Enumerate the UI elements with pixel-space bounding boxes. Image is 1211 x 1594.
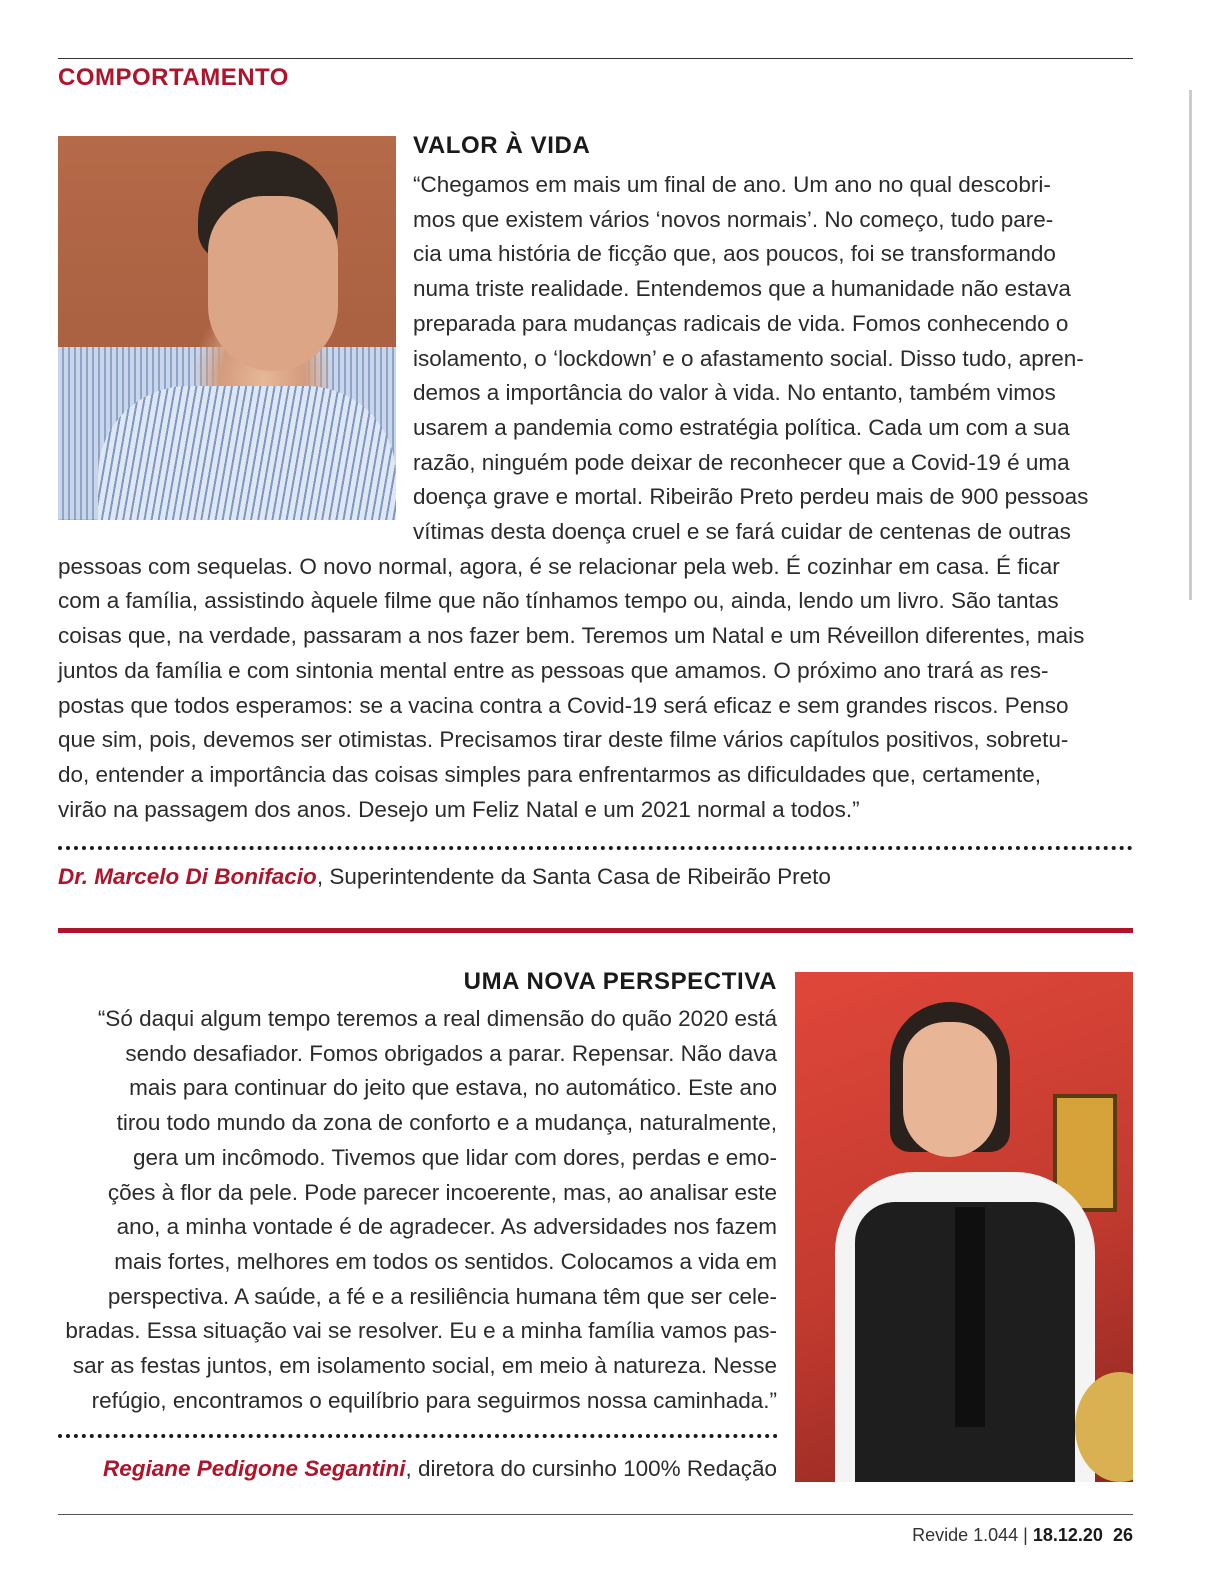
body-line: perspectiva. A saúde, a fé e a resiliência humana têm que ser cele- — [107, 1283, 777, 1309]
body-line: ano, a minha vontade é de agradecer. As adversidades nos fazem — [116, 1214, 777, 1240]
body-line: refúgio, encontramos o equilíbrio para seguirmos nossa caminhada.” — [91, 1387, 777, 1413]
section-tag: COMPORTAMENTO — [58, 64, 289, 91]
body-line: tirou todo mundo da zona de conforto e a mudança, naturalmente, — [116, 1110, 777, 1136]
body-line: ções à flor da pele. Pode parecer incoerente, mas, ao analisar este — [107, 1179, 777, 1205]
body-line: “Só daqui algum tempo teremos a real dimensão do quão 2020 está — [97, 1006, 777, 1031]
article1-title: VALOR À VIDA — [413, 132, 591, 159]
article2-credit — [103, 1456, 777, 1482]
red-section-divider — [58, 928, 1133, 933]
body-line: que sim, pois, devemos ser otimistas. Precisamos tirar deste filme vários capítulos positivos, sobretu- — [58, 727, 1069, 753]
body-line: gera um incômodo. Tivemos que lidar com dores, perdas e emo- — [132, 1144, 777, 1170]
body-line: mos que existem vários ‘novos normais’. No começo, tudo pare- — [413, 206, 1054, 232]
body-line: coisas que, na verdade, passaram a nos fazer bem. Teremos um Natal e um Réveillon diferentes, mais — [58, 623, 1085, 649]
body-line: sar as festas juntos, em isolamento social, em meio à natureza. Nesse — [72, 1353, 777, 1378]
body-line: pessoas com sequelas. O novo normal, agora, é se relacionar pela web. É cozinhar em casa. É ficar — [58, 553, 1060, 579]
body-line: com a família, assistindo àquele filme que não tínhamos tempo ou, ainda, lendo um livro. São tantas — [58, 588, 1059, 614]
shirt-shape — [98, 386, 396, 520]
body-line: postas que todos esperamos: se a vacina contra a Covid-19 será eficaz e sem grandes riscos. Penso — [58, 692, 1069, 718]
body-line: isolamento, o ‘lockdown’ e o afastamento social. Disso tudo, apren- — [413, 345, 1084, 371]
body-line: do, entender a importância das coisas simples para enfrentarmos as dificuldades que, certamente, — [58, 761, 1042, 787]
article1-author: Dr. Marcelo Di Bonifacio — [58, 864, 317, 889]
body-line: sendo desafiador. Fomos obrigados a parar. Repensar. Não dava — [125, 1040, 777, 1066]
body-line: virão na passagem dos anos. Desejo um Feliz Natal e um 2021 normal a todos.” — [58, 796, 860, 822]
body-line: razão, ninguém pode deixar de reconhecer que a Covid-19 é uma — [413, 449, 1070, 475]
body-line: numa triste realidade. Entendemos que a humanidade não estava — [413, 276, 1071, 302]
body-line: preparada para mudanças radicais de vida. Fomos conhecendo o — [413, 310, 1069, 336]
body-line: demos a importância do valor à vida. No entanto, também vimos — [413, 380, 1056, 406]
tie-shape — [955, 1207, 985, 1427]
article2-author: Regiane Pedigone Segantini — [102, 1456, 406, 1481]
dotted-divider-2 — [58, 1434, 778, 1438]
body-line: “Chegamos em mais um final de ano. Um ano no qual descobri- — [413, 172, 1051, 197]
body-line: cia uma história de ficção que, aos poucos, foi se transformando — [413, 241, 1056, 267]
article1-credit — [58, 864, 831, 890]
footer-date: 18.12.20 — [1032, 1525, 1103, 1545]
article2-author-role: , diretora do cursinho 100% Redação — [405, 1456, 777, 1481]
page-footer — [912, 1525, 1133, 1546]
face-shape — [903, 1022, 997, 1157]
dotted-divider-1 — [58, 846, 1133, 850]
body-line: bradas. Essa situação vai se resolver. Eu e a minha família vamos pas- — [65, 1318, 777, 1344]
body-line: vítimas desta doença cruel e se fará cuidar de centenas de outras — [413, 519, 1071, 544]
body-line: mais para continuar do jeito que estava, no automático. Este ano — [129, 1075, 777, 1101]
article1-author-role: , Superintendente da Santa Casa de Ribeirão Preto — [316, 864, 831, 889]
body-line: usarem a pandemia como estratégia política. Cada um com a sua — [413, 414, 1070, 440]
page-number: 26 — [1112, 1525, 1133, 1545]
portrait-photo-marcelo — [58, 136, 396, 520]
portrait-photo-regiane — [795, 972, 1133, 1482]
article2-title: UMA NOVA PERSPECTIVA — [463, 968, 777, 995]
body-line: mais fortes, melhores em todos os sentidos. Colocamos a vida em — [114, 1248, 777, 1274]
face-shape — [208, 196, 338, 371]
bottom-rule — [58, 1514, 1133, 1515]
footer-magazine: Revide 1.044 — [912, 1525, 1019, 1545]
footer-separator: | — [1023, 1525, 1028, 1545]
top-rule — [58, 58, 1133, 59]
body-line: juntos da família e com sintonia mental entre as pessoas que amamos. O próximo ano trará as res- — [58, 657, 1049, 683]
page-edge-strip — [1189, 90, 1192, 600]
body-line: doença grave e mortal. Ribeirão Preto perdeu mais de 900 pessoas — [413, 484, 1089, 510]
